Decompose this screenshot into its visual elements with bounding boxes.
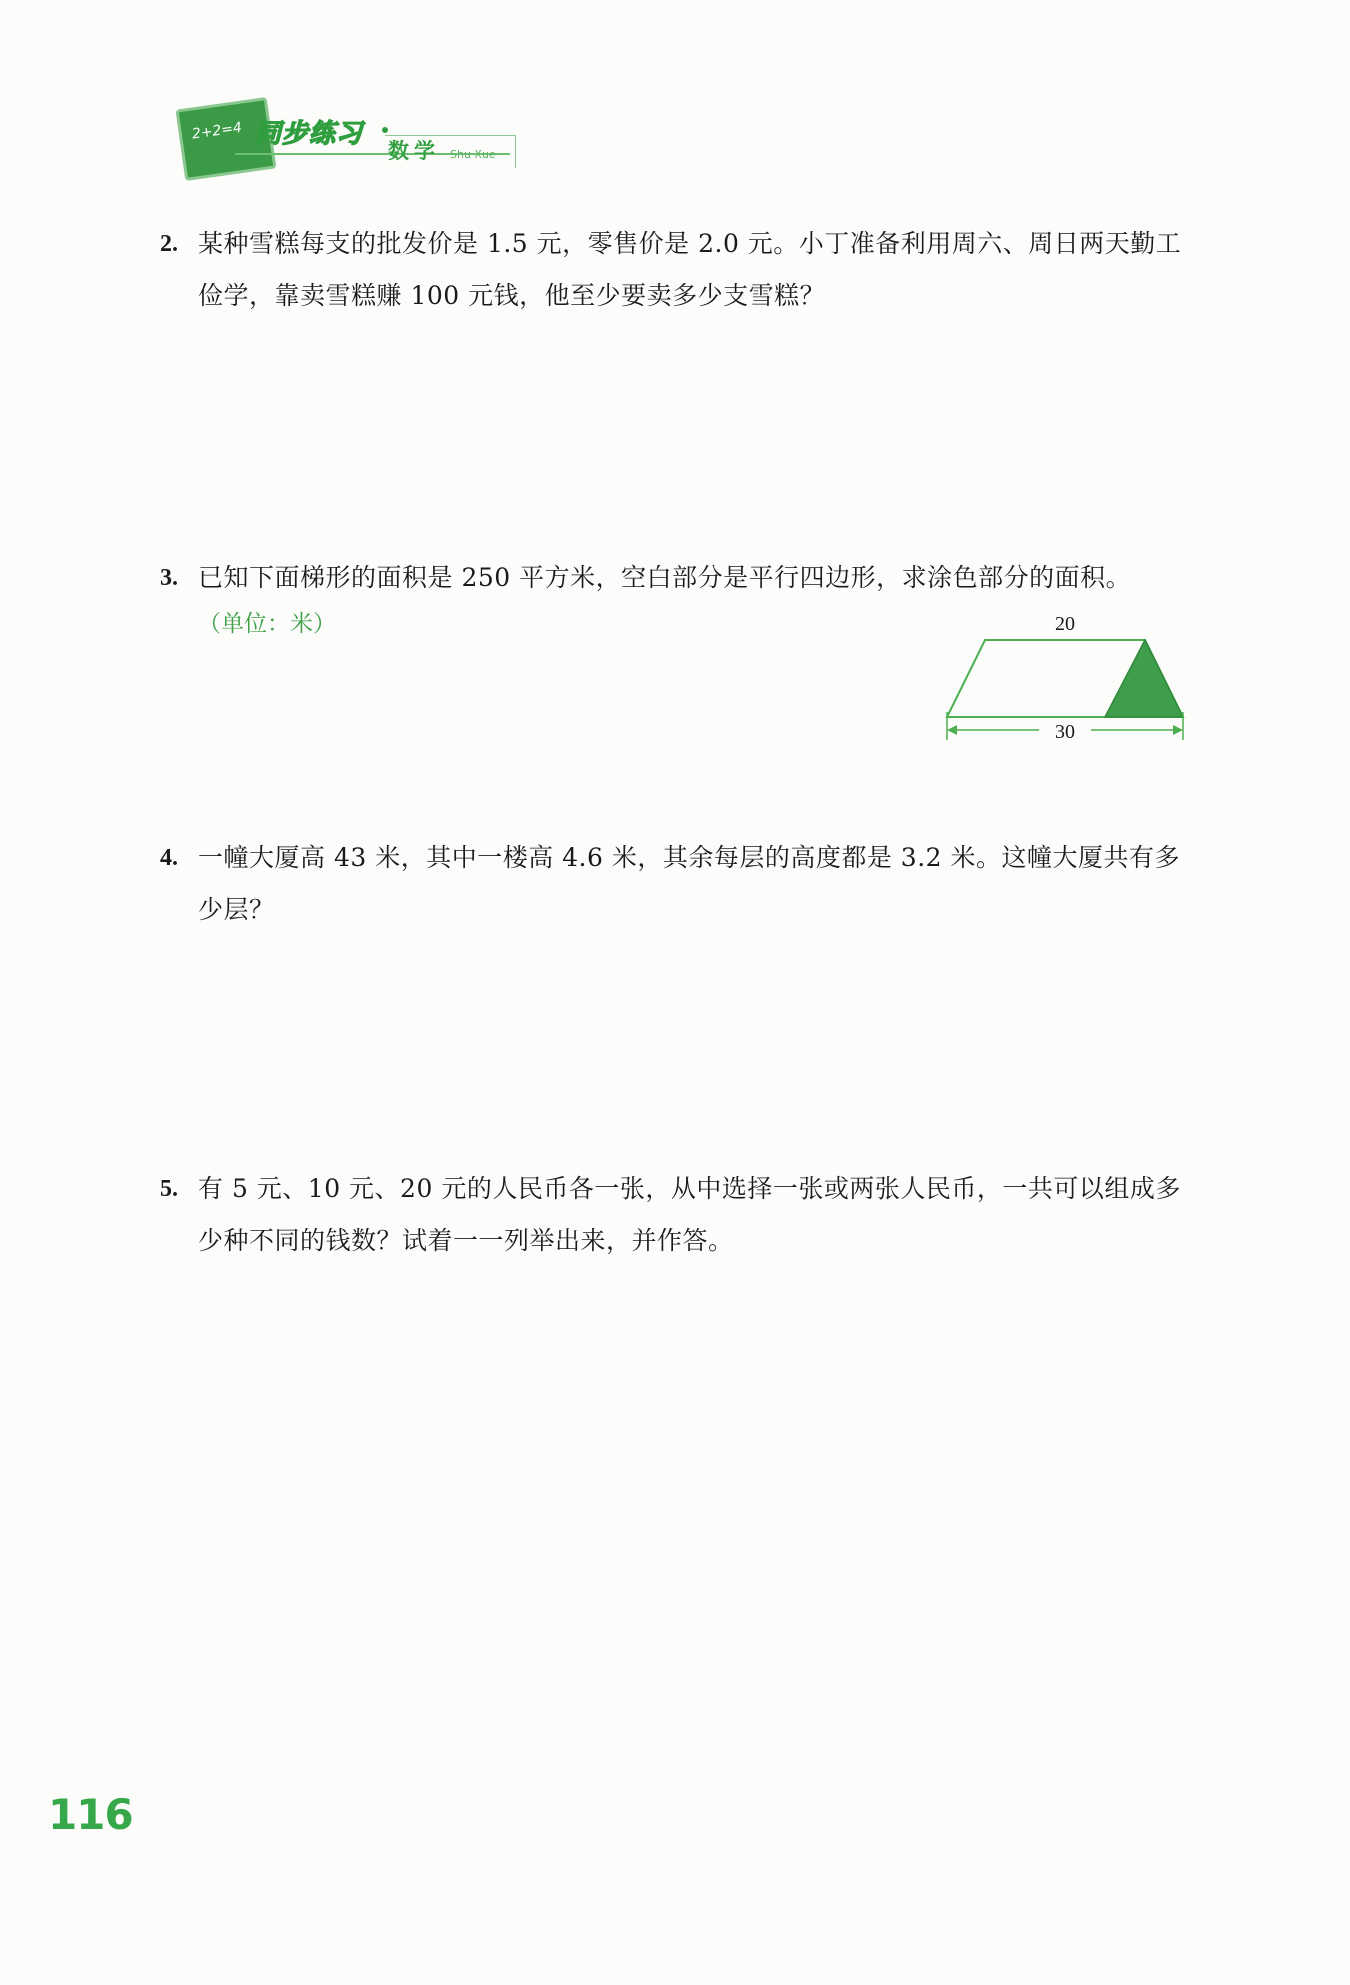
- question-4: [160, 832, 1200, 936]
- series-title: 同步练习: [255, 119, 364, 149]
- question-number: 5.: [160, 1176, 178, 1202]
- bottom-length-label: 30: [1055, 721, 1075, 743]
- header-dot: [382, 127, 388, 133]
- question-text: 有 5 元、10 元、20 元的人民币各一张，从中选择一张或两张人民币，一共可以组成多少种不同的钱数？试着一一列举出来，并作答。: [198, 1174, 1181, 1255]
- page-number: 116: [48, 1790, 133, 1839]
- question-number: 2.: [160, 231, 178, 257]
- subject-title: 数学: [388, 139, 440, 163]
- question-5: [160, 1163, 1200, 1267]
- arrowhead-right-icon: [1173, 725, 1183, 735]
- top-length-label: 20: [1055, 613, 1075, 635]
- subject-pinyin: Shu Xue: [450, 148, 496, 161]
- question-text: 一幢大厦高 43 米，其中一楼高 4.6 米，其余每层的高度都是 3.2 米。这幢大厦共有多少层？: [198, 843, 1181, 924]
- unit-note: （单位：米）: [198, 611, 336, 637]
- question-number: 4.: [160, 845, 178, 871]
- question-number: 3.: [160, 565, 178, 591]
- arrowhead-left-icon: [947, 725, 957, 735]
- question-2: [160, 218, 1200, 322]
- shaded-triangle: [1105, 640, 1183, 717]
- page-header: [160, 95, 520, 185]
- trapezoid-figure: [945, 612, 1195, 747]
- chalkboard-text: 2+2=4: [190, 119, 243, 143]
- question-text: 已知下面梯形的面积是 250 平方米，空白部分是平行四边形，求涂色部分的面积。: [198, 563, 1132, 592]
- question-text: 某种雪糕每支的批发价是 1.5 元，零售价是 2.0 元。小丁准备利用周六、周日两天勤工俭学，靠卖雪糕赚 100 元钱，他至少要卖多少支雪糕？: [198, 229, 1182, 310]
